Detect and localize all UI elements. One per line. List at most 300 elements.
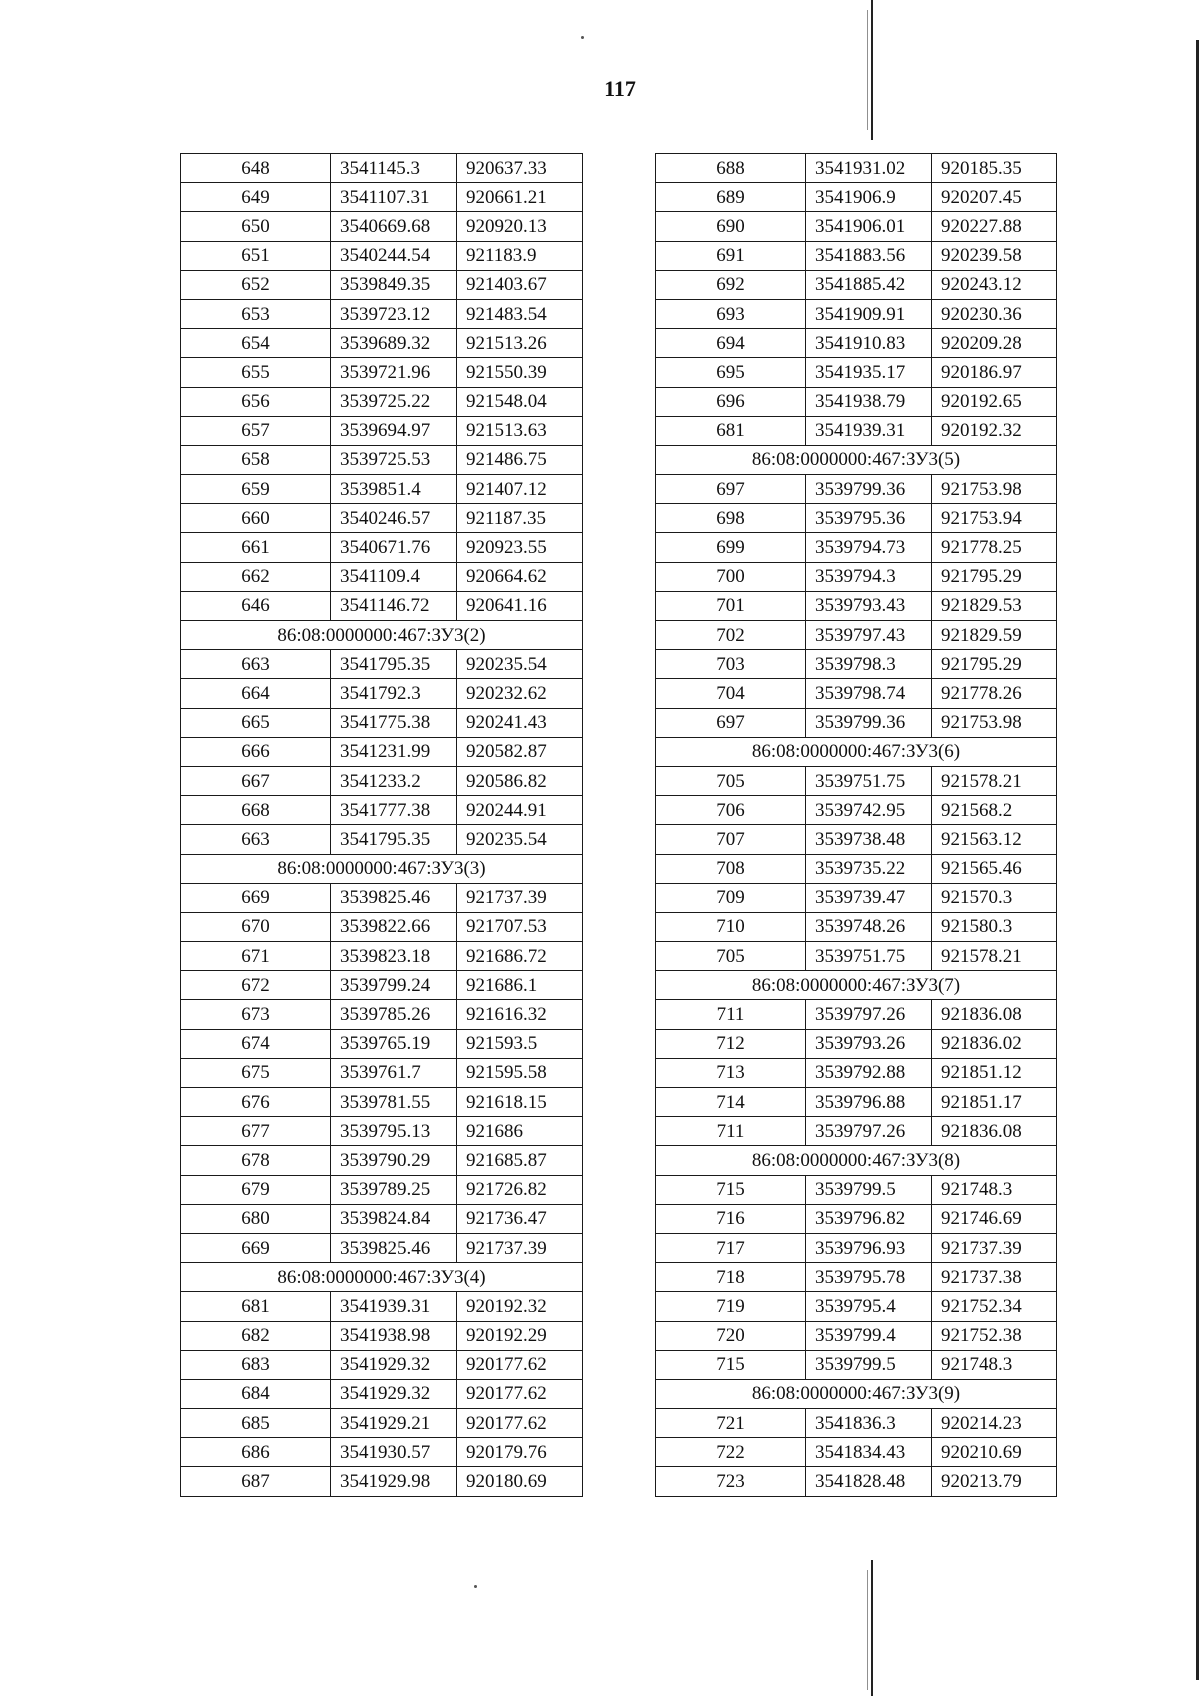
x-coordinate: 3539793.43 xyxy=(806,591,932,620)
y-coordinate: 921187.35 xyxy=(457,504,583,533)
x-coordinate: 3539799.4 xyxy=(806,1321,932,1350)
point-number: 654 xyxy=(181,329,331,358)
point-number: 662 xyxy=(181,562,331,591)
point-number: 679 xyxy=(181,1175,331,1204)
y-coordinate: 920244.91 xyxy=(457,796,583,825)
table-row xyxy=(181,650,583,679)
x-coordinate: 3541929.32 xyxy=(331,1379,457,1408)
x-coordinate: 3539825.46 xyxy=(331,883,457,912)
point-number: 664 xyxy=(181,679,331,708)
section-header: 86:08:0000000:467:ЗУ3(4) xyxy=(181,1263,583,1292)
point-number: 706 xyxy=(656,796,806,825)
table-row xyxy=(656,942,1057,971)
x-coordinate: 3539799.5 xyxy=(806,1350,932,1379)
point-number: 717 xyxy=(656,1233,806,1262)
y-coordinate: 921595.58 xyxy=(457,1058,583,1087)
x-coordinate: 3539739.47 xyxy=(806,883,932,912)
scan-speck xyxy=(581,36,584,39)
y-coordinate: 920192.65 xyxy=(932,387,1057,416)
y-coordinate: 920177.62 xyxy=(457,1350,583,1379)
x-coordinate: 3539738.48 xyxy=(806,825,932,854)
table-row xyxy=(656,1292,1057,1321)
x-coordinate: 3541828.48 xyxy=(806,1467,932,1496)
point-number: 653 xyxy=(181,299,331,328)
y-coordinate: 921752.38 xyxy=(932,1321,1057,1350)
point-number: 682 xyxy=(181,1321,331,1350)
y-coordinate: 921752.34 xyxy=(932,1292,1057,1321)
table-row xyxy=(656,154,1057,183)
point-number: 722 xyxy=(656,1438,806,1467)
x-coordinate: 3539799.5 xyxy=(806,1175,932,1204)
table-row xyxy=(656,825,1057,854)
y-coordinate: 921486.75 xyxy=(457,445,583,474)
x-coordinate: 3539794.3 xyxy=(806,562,932,591)
point-number: 693 xyxy=(656,299,806,328)
table-row xyxy=(181,1379,583,1408)
point-number: 720 xyxy=(656,1321,806,1350)
point-number: 692 xyxy=(656,270,806,299)
section-header-row xyxy=(181,621,583,650)
point-number: 716 xyxy=(656,1204,806,1233)
point-number: 690 xyxy=(656,212,806,241)
point-number: 677 xyxy=(181,1117,331,1146)
x-coordinate: 3539795.36 xyxy=(806,504,932,533)
y-coordinate: 921183.9 xyxy=(457,241,583,270)
point-number: 685 xyxy=(181,1409,331,1438)
x-coordinate: 3539723.12 xyxy=(331,299,457,328)
table-row xyxy=(181,562,583,591)
y-coordinate: 920210.69 xyxy=(932,1438,1057,1467)
point-number: 678 xyxy=(181,1146,331,1175)
y-coordinate: 920180.69 xyxy=(457,1467,583,1496)
point-number: 656 xyxy=(181,387,331,416)
y-coordinate: 921570.3 xyxy=(932,883,1057,912)
table-row xyxy=(181,971,583,1000)
table-row xyxy=(181,1000,583,1029)
table-row xyxy=(656,562,1057,591)
table-row xyxy=(656,358,1057,387)
section-header-row xyxy=(656,737,1057,766)
table-row xyxy=(181,1117,583,1146)
y-coordinate: 920661.21 xyxy=(457,183,583,212)
x-coordinate: 3539735.22 xyxy=(806,854,932,883)
x-coordinate: 3541109.4 xyxy=(331,562,457,591)
point-number: 709 xyxy=(656,883,806,912)
point-number: 683 xyxy=(181,1350,331,1379)
point-number: 711 xyxy=(656,1117,806,1146)
point-number: 663 xyxy=(181,650,331,679)
point-number: 666 xyxy=(181,737,331,766)
x-coordinate: 3539721.96 xyxy=(331,358,457,387)
x-coordinate: 3539799.36 xyxy=(806,708,932,737)
y-coordinate: 921407.12 xyxy=(457,475,583,504)
point-number: 651 xyxy=(181,241,331,270)
point-number: 705 xyxy=(656,942,806,971)
x-coordinate: 3541883.56 xyxy=(806,241,932,270)
x-coordinate: 3539796.88 xyxy=(806,1088,932,1117)
section-header: 86:08:0000000:467:ЗУ3(2) xyxy=(181,621,583,650)
y-coordinate: 920637.33 xyxy=(457,154,583,183)
point-number: 669 xyxy=(181,1233,331,1262)
table-row xyxy=(181,1409,583,1438)
y-coordinate: 920241.43 xyxy=(457,708,583,737)
y-coordinate: 920177.62 xyxy=(457,1409,583,1438)
table-row xyxy=(656,1000,1057,1029)
x-coordinate: 3541107.31 xyxy=(331,183,457,212)
section-header: 86:08:0000000:467:ЗУ3(9) xyxy=(656,1379,1057,1408)
table-row xyxy=(181,1204,583,1233)
y-coordinate: 920923.55 xyxy=(457,533,583,562)
table-row xyxy=(656,1175,1057,1204)
y-coordinate: 920582.87 xyxy=(457,737,583,766)
y-coordinate: 921836.08 xyxy=(932,1117,1057,1146)
point-number: 687 xyxy=(181,1467,331,1496)
point-number: 710 xyxy=(656,912,806,941)
scan-edge-line xyxy=(871,0,873,140)
table-row xyxy=(656,1263,1057,1292)
y-coordinate: 921483.54 xyxy=(457,299,583,328)
y-coordinate: 921829.53 xyxy=(932,591,1057,620)
table-row xyxy=(656,796,1057,825)
table-row xyxy=(656,475,1057,504)
y-coordinate: 920227.88 xyxy=(932,212,1057,241)
table-row xyxy=(656,1350,1057,1379)
table-row xyxy=(656,416,1057,445)
y-coordinate: 921836.02 xyxy=(932,1029,1057,1058)
x-coordinate: 3539799.24 xyxy=(331,971,457,1000)
point-number: 659 xyxy=(181,475,331,504)
point-number: 667 xyxy=(181,766,331,795)
y-coordinate: 921851.12 xyxy=(932,1058,1057,1087)
y-coordinate: 921616.32 xyxy=(457,1000,583,1029)
x-coordinate: 3541931.02 xyxy=(806,154,932,183)
table-row xyxy=(181,416,583,445)
x-coordinate: 3541777.38 xyxy=(331,796,457,825)
table-row xyxy=(656,270,1057,299)
table-row xyxy=(181,679,583,708)
point-number: 714 xyxy=(656,1088,806,1117)
x-coordinate: 3541929.98 xyxy=(331,1467,457,1496)
table-row xyxy=(656,1438,1057,1467)
x-coordinate: 3539792.88 xyxy=(806,1058,932,1087)
table-row xyxy=(656,241,1057,270)
point-number: 695 xyxy=(656,358,806,387)
x-coordinate: 3539822.66 xyxy=(331,912,457,941)
table-row xyxy=(656,621,1057,650)
table-row xyxy=(181,1292,583,1321)
y-coordinate: 920235.54 xyxy=(457,825,583,854)
y-coordinate: 921753.94 xyxy=(932,504,1057,533)
point-number: 711 xyxy=(656,1000,806,1029)
section-header-row xyxy=(656,1379,1057,1408)
x-coordinate: 3541939.31 xyxy=(331,1292,457,1321)
point-number: 718 xyxy=(656,1263,806,1292)
point-number: 697 xyxy=(656,475,806,504)
x-coordinate: 3539823.18 xyxy=(331,942,457,971)
table-row xyxy=(656,1233,1057,1262)
point-number: 675 xyxy=(181,1058,331,1087)
x-coordinate: 3539761.7 xyxy=(331,1058,457,1087)
table-row xyxy=(656,212,1057,241)
point-number: 670 xyxy=(181,912,331,941)
point-number: 686 xyxy=(181,1438,331,1467)
x-coordinate: 3540244.54 xyxy=(331,241,457,270)
point-number: 680 xyxy=(181,1204,331,1233)
x-coordinate: 3539751.75 xyxy=(806,942,932,971)
table-row xyxy=(181,1438,583,1467)
table-row xyxy=(181,241,583,270)
y-coordinate: 920179.76 xyxy=(457,1438,583,1467)
table-row xyxy=(181,329,583,358)
y-coordinate: 921563.12 xyxy=(932,825,1057,854)
x-coordinate: 3539781.55 xyxy=(331,1088,457,1117)
scan-edge-line xyxy=(1196,40,1199,1680)
x-coordinate: 3539790.29 xyxy=(331,1146,457,1175)
x-coordinate: 3539793.26 xyxy=(806,1029,932,1058)
table-row xyxy=(656,912,1057,941)
x-coordinate: 3539748.26 xyxy=(806,912,932,941)
table-row xyxy=(181,504,583,533)
y-coordinate: 921593.5 xyxy=(457,1029,583,1058)
table-row xyxy=(181,445,583,474)
table-body xyxy=(656,154,1057,1497)
table-row xyxy=(181,299,583,328)
point-number: 715 xyxy=(656,1175,806,1204)
x-coordinate: 3539689.32 xyxy=(331,329,457,358)
table-row xyxy=(656,1117,1057,1146)
point-number: 712 xyxy=(656,1029,806,1058)
point-number: 702 xyxy=(656,621,806,650)
table-row xyxy=(181,825,583,854)
y-coordinate: 921829.59 xyxy=(932,621,1057,650)
table-row xyxy=(181,591,583,620)
table-body xyxy=(181,154,583,1497)
x-coordinate: 3541836.3 xyxy=(806,1409,932,1438)
y-coordinate: 920920.13 xyxy=(457,212,583,241)
y-coordinate: 920214.23 xyxy=(932,1409,1057,1438)
table-row xyxy=(181,1029,583,1058)
x-coordinate: 3541930.57 xyxy=(331,1438,457,1467)
table-row xyxy=(656,183,1057,212)
y-coordinate: 921578.21 xyxy=(932,942,1057,971)
x-coordinate: 3539797.26 xyxy=(806,1000,932,1029)
section-header: 86:08:0000000:467:ЗУ3(8) xyxy=(656,1146,1057,1175)
section-header: 86:08:0000000:467:ЗУ3(7) xyxy=(656,971,1057,1000)
point-number: 696 xyxy=(656,387,806,416)
table-row xyxy=(656,1058,1057,1087)
y-coordinate: 920209.28 xyxy=(932,329,1057,358)
table-row xyxy=(656,766,1057,795)
point-number: 648 xyxy=(181,154,331,183)
point-number: 681 xyxy=(656,416,806,445)
x-coordinate: 3539798.74 xyxy=(806,679,932,708)
x-coordinate: 3541938.79 xyxy=(806,387,932,416)
table-row xyxy=(656,1409,1057,1438)
point-number: 676 xyxy=(181,1088,331,1117)
point-number: 704 xyxy=(656,679,806,708)
y-coordinate: 921686.1 xyxy=(457,971,583,1000)
table-row xyxy=(181,796,583,825)
point-number: 650 xyxy=(181,212,331,241)
table-row xyxy=(181,270,583,299)
y-coordinate: 921795.29 xyxy=(932,562,1057,591)
x-coordinate: 3541834.43 xyxy=(806,1438,932,1467)
point-number: 723 xyxy=(656,1467,806,1496)
x-coordinate: 3541935.17 xyxy=(806,358,932,387)
x-coordinate: 3541795.35 xyxy=(331,825,457,854)
y-coordinate: 921568.2 xyxy=(932,796,1057,825)
x-coordinate: 3539796.82 xyxy=(806,1204,932,1233)
y-coordinate: 921618.15 xyxy=(457,1088,583,1117)
table-row xyxy=(181,1467,583,1496)
table-row xyxy=(181,1175,583,1204)
x-coordinate: 3541906.01 xyxy=(806,212,932,241)
table-row xyxy=(656,299,1057,328)
coordinates-table-left xyxy=(180,153,583,1497)
y-coordinate: 920192.32 xyxy=(932,416,1057,445)
table-row xyxy=(181,475,583,504)
y-coordinate: 921748.3 xyxy=(932,1350,1057,1379)
table-row xyxy=(656,708,1057,737)
table-row xyxy=(181,183,583,212)
table-row xyxy=(656,533,1057,562)
table-row xyxy=(181,1350,583,1379)
y-coordinate: 921753.98 xyxy=(932,708,1057,737)
y-coordinate: 921737.39 xyxy=(457,1233,583,1262)
y-coordinate: 921851.17 xyxy=(932,1088,1057,1117)
section-header-row xyxy=(656,445,1057,474)
table-row xyxy=(656,504,1057,533)
y-coordinate: 921737.39 xyxy=(457,883,583,912)
point-number: 707 xyxy=(656,825,806,854)
table-row xyxy=(656,679,1057,708)
y-coordinate: 921686 xyxy=(457,1117,583,1146)
table-row xyxy=(181,766,583,795)
y-coordinate: 921748.3 xyxy=(932,1175,1057,1204)
section-header-row xyxy=(656,1146,1057,1175)
x-coordinate: 3541909.91 xyxy=(806,299,932,328)
section-header-row xyxy=(181,854,583,883)
point-number: 688 xyxy=(656,154,806,183)
y-coordinate: 920213.79 xyxy=(932,1467,1057,1496)
y-coordinate: 921753.98 xyxy=(932,475,1057,504)
y-coordinate: 921548.04 xyxy=(457,387,583,416)
y-coordinate: 920192.32 xyxy=(457,1292,583,1321)
x-coordinate: 3540669.68 xyxy=(331,212,457,241)
x-coordinate: 3539794.73 xyxy=(806,533,932,562)
y-coordinate: 921580.3 xyxy=(932,912,1057,941)
y-coordinate: 921737.38 xyxy=(932,1263,1057,1292)
point-number: 708 xyxy=(656,854,806,883)
y-coordinate: 921737.39 xyxy=(932,1233,1057,1262)
x-coordinate: 3539797.43 xyxy=(806,621,932,650)
y-coordinate: 921726.82 xyxy=(457,1175,583,1204)
y-coordinate: 920230.36 xyxy=(932,299,1057,328)
x-coordinate: 3539849.35 xyxy=(331,270,457,299)
section-header: 86:08:0000000:467:ЗУ3(5) xyxy=(656,445,1057,474)
point-number: 721 xyxy=(656,1409,806,1438)
x-coordinate: 3539798.3 xyxy=(806,650,932,679)
y-coordinate: 920192.29 xyxy=(457,1321,583,1350)
x-coordinate: 3539725.53 xyxy=(331,445,457,474)
table-row xyxy=(656,329,1057,358)
x-coordinate: 3539824.84 xyxy=(331,1204,457,1233)
x-coordinate: 3540246.57 xyxy=(331,504,457,533)
y-coordinate: 921795.29 xyxy=(932,650,1057,679)
table-row xyxy=(181,154,583,183)
x-coordinate: 3541939.31 xyxy=(806,416,932,445)
table-row xyxy=(656,1467,1057,1496)
y-coordinate: 920586.82 xyxy=(457,766,583,795)
coordinates-table-right xyxy=(655,153,1057,1497)
x-coordinate: 3541885.42 xyxy=(806,270,932,299)
y-coordinate: 921778.26 xyxy=(932,679,1057,708)
x-coordinate: 3541938.98 xyxy=(331,1321,457,1350)
x-coordinate: 3539825.46 xyxy=(331,1233,457,1262)
x-coordinate: 3541910.83 xyxy=(806,329,932,358)
table-row xyxy=(656,854,1057,883)
table-row xyxy=(181,1233,583,1262)
table-row xyxy=(181,358,583,387)
point-number: 674 xyxy=(181,1029,331,1058)
section-header: 86:08:0000000:467:ЗУ3(6) xyxy=(656,737,1057,766)
table-row xyxy=(656,1029,1057,1058)
x-coordinate: 3541775.38 xyxy=(331,708,457,737)
y-coordinate: 921707.53 xyxy=(457,912,583,941)
point-number: 673 xyxy=(181,1000,331,1029)
point-number: 715 xyxy=(656,1350,806,1379)
point-number: 691 xyxy=(656,241,806,270)
scan-speck xyxy=(474,1585,477,1588)
table-row xyxy=(656,591,1057,620)
point-number: 668 xyxy=(181,796,331,825)
x-coordinate: 3539797.26 xyxy=(806,1117,932,1146)
x-coordinate: 3539694.97 xyxy=(331,416,457,445)
point-number: 694 xyxy=(656,329,806,358)
table-row xyxy=(181,883,583,912)
x-coordinate: 3541906.9 xyxy=(806,183,932,212)
point-number: 655 xyxy=(181,358,331,387)
x-coordinate: 3541145.3 xyxy=(331,154,457,183)
y-coordinate: 920243.12 xyxy=(932,270,1057,299)
point-number: 657 xyxy=(181,416,331,445)
table-row xyxy=(656,650,1057,679)
point-number: 684 xyxy=(181,1379,331,1408)
point-number: 649 xyxy=(181,183,331,212)
y-coordinate: 921778.25 xyxy=(932,533,1057,562)
table-row xyxy=(656,387,1057,416)
x-coordinate: 3539795.78 xyxy=(806,1263,932,1292)
table-row xyxy=(656,1204,1057,1233)
y-coordinate: 921736.47 xyxy=(457,1204,583,1233)
y-coordinate: 921685.87 xyxy=(457,1146,583,1175)
y-coordinate: 921686.72 xyxy=(457,942,583,971)
table-row xyxy=(656,883,1057,912)
scan-edge-line xyxy=(867,1570,868,1690)
y-coordinate: 920235.54 xyxy=(457,650,583,679)
x-coordinate: 3539795.4 xyxy=(806,1292,932,1321)
x-coordinate: 3541929.21 xyxy=(331,1409,457,1438)
point-number: 700 xyxy=(656,562,806,591)
point-number: 665 xyxy=(181,708,331,737)
y-coordinate: 921513.26 xyxy=(457,329,583,358)
x-coordinate: 3539851.4 xyxy=(331,475,457,504)
point-number: 698 xyxy=(656,504,806,533)
table-row xyxy=(181,1146,583,1175)
scan-edge-line xyxy=(871,1560,873,1696)
point-number: 658 xyxy=(181,445,331,474)
x-coordinate: 3539751.75 xyxy=(806,766,932,795)
